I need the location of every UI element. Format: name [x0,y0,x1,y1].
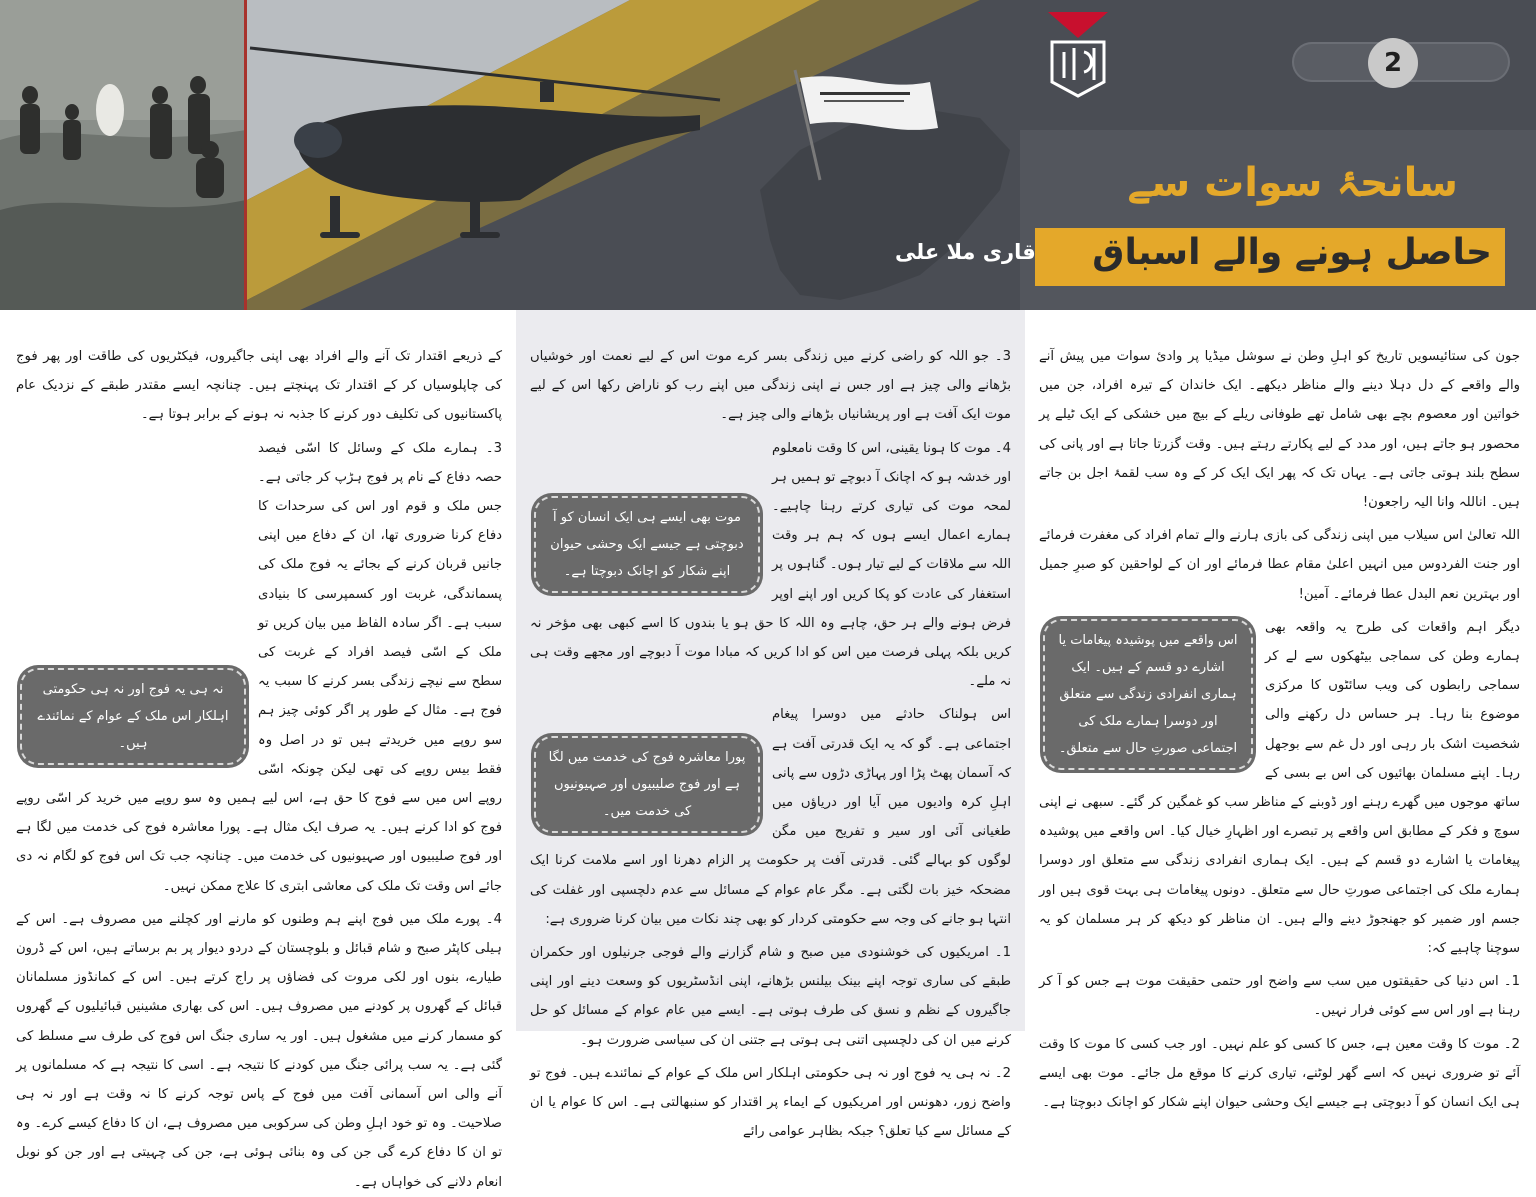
paragraph: 4۔ پورے ملک میں فوج اپنے ہم وطنوں کو مارنے اور کچلنے میں مصروف ہے۔ اس کے ہیلی کاپٹر صبح و شام قبائل و بلوچستان کے دردو دیوار پر بم برساتے ہیں، اس کے ڈرون طیارے، بنوں اور لکی مروت کی فضاؤں پر راج کرتے ہیں۔ اس کے کمانڈوز مسلمانان قبائل کے گھروں پر کودنے میں مصروف ہیں۔ اس کی بھاری مشینیں قبائیلیوں کے گھروں کو مسمار کرنے میں مشغول ہیں۔ اور یہ ساری جنگ اس فوج کی طرف سے مسلط کی گئی ہے۔ یہ سب پرائی جنگ میں کودنے کا نتیجہ ہے۔ اسی کا نتیجہ ہے کہ مسلمانوں پر آنے والی اس آسمانی آفت میں فوج کے پاس توجہ کرنے کا نہ وقت ہے اور نہ ہی صلاحیت۔ وہ تو خود اہلِ وطن کی سرکوبی میں مصروف ہے، ان کا دفاع کیسے کرے۔ وہ تو ان کا دفاع کرے گی جن کی وہ بنائی ہوئی ہے، جن کی چہیتی ہے اور جن کو نوبل انعام دلانے کی خواہاں ہے۔ [16,911,502,1190]
column-left [0,310,516,1190]
logo-icon [1040,8,1116,100]
page-number: 2 [1368,38,1418,88]
pull-quote: اس واقعے میں پوشیدہ پیغامات یا اشارے دو قسم کے ہیں۔ ایک ہماری انفرادی زندگی سے متعلق اور دوسرا ہمارے ملک کی اجتماعی صورتِ حال سے متعلق۔ [1043,619,1253,770]
pull-quote: نہ ہی یہ فوج اور نہ ہی حکومتی اہلکار اس ملک کے عوام کے نمائندے ہیں۔ [20,668,246,765]
pull-quote: پورا معاشرہ فوج کی خدمت میں لگا ہے اور فوج صلیبیوں اور صہیونیوں کی خدمت میں۔ [534,736,760,833]
paragraph: 1۔ اس دنیا کی حقیقتوں میں سب سے واضح اور حتمی حقیقت موت ہے جس کو آ کر رہنا ہے اور اس سے کوئی فرار نہیں۔ [1039,974,1520,1019]
column-middle [516,310,1025,1140]
magazine-logo [1040,8,1116,100]
paragraph: 3۔ ہمارے ملک کے وسائل کا اسّی فیصد حصہ دفاع کے نام پر فوج ہڑپ کر جاتی ہے۔ جس ملک و قوم اور اس کی سرحدات کا دفاع کرنا ضروری تھا، ان کے دفاع میں اپنی جانیں قربان کرنے کے بجائے یہ فوج ملک کی پسماندگی، غربت اور کسمپرسی کا بنیادی سبب ہے۔ اگر سادہ الفاظ میں بیان کریں تو ملک کے اسّی فیصد افراد کے غربت کی سطح سے نیچے زندگی بسر کرنے کا سبب یہ فوج ہے۔ مثال کے طور پر اگر کوئی چیز ہم سو روپے میں خریدتے ہیں تو در اصل وہ فقط بیس روپے کی تھی لیکن چونکہ اسّی روپے اس میں سے فوج کا حق ہے، اس لیے ہمیں وہ سو روپے میں خرید کر اسّی روپے فوج کو ادا کرنے ہیں۔ یہ صرف ایک مثال ہے۔ پورا معاشرہ فوج کی خدمت میں لگا ہے اور فوج صلیبیوں اور صہیونیوں کی خدمت میں۔ چنانچہ جب تک اس فوج کو لگام نہ دی جائے اس وقت تک ملک کی معاشی ابتری کا علاج ممکن نہیں۔ [16,440,502,894]
article-title-line1: سانحۂ سوات سے [1127,160,1458,206]
paragraph: اس ہولناک حادثے میں دوسرا پیغام اجتماعی ہے۔ گو کہ یہ ایک قدرتی آفت ہے کہ آسمان پھٹ پڑا اور پہاڑی دڑوں سے پانی اہلِ کرہ وادیوں میں آیا اور دریاؤں میں طغیانی آئی اور سیر و تفریح میں مگن لوگوں کو بہالے گئی۔ قدرتی آفت پر حکومت پر الزام دھرنا اور اسے ملامت کرنا ایک مضحکہ خیز بات لگتی ہے۔ مگر عام عوام کے مسائل سے عدم دلچسپی اور غفلت کی انتہا ہو جانے کی وجہ سے حکومتی کردار کو بھی چند نکات میں بیان کرنا ضروری ہے: [530,707,1011,927]
paragraph: 4۔ موت کا ہونا یقینی، اس کا وقت نامعلوم اور خدشہ ہو کہ اچانک آ دبوچے تو ہمیں ہر لمحہ موت کی تیاری کرتے رہنا چاہیے۔ ہمارے اعمال ایسے ہوں کہ ہم ہر وقت اللہ سے ملاقات کے لیے تیار ہوں۔ گناہوں پر استغفار کی عادت کو پکا کریں اور اپنے اوپر فرض ہونے والے ہر حق، چاہے وہ اللہ کا حق ہو یا بندوں کا اسے کبھی بھی مؤخر نہ کریں بلکہ پہلی فرصت میں اس کو ادا کریں کہ مبادا موت آ دبوچے اور مجھے وقت ہی نہ ملے۔ [530,440,1011,690]
paragraph: 1۔ امریکیوں کی خوشنودی میں صبح و شام گزارنے والے فوجی جرنیلوں اور حکمران طبقے کی ساری توجہ اپنے بینک بیلنس بڑھانے، اپنی انڈسٹریوں کو وسعت دینے اور اپنی جاگیروں کے نظم و نسق کی طرف ہوتی ہے۔ ایسے میں عام عوام کے مسائل کو حل کرنے میں ان کی دلچسپی اتنی ہی ہوتی ہے جتنی ان کی سیاسی ضرورت ہو۔ [530,945,1011,1048]
author-name: قاری ملا علی [895,240,1036,264]
column-right [1025,310,1536,1111]
article-title-line2: حاصل ہونے والے اسباق [1092,232,1492,273]
header-banner [0,0,1536,310]
paragraph: دیگر اہم واقعات کی طرح یہ واقعہ بھی ہمارے وطن کی سماجی بیٹھکوں سے لے کر سماجی رابطوں کی ویب سائٹوں کا مرکزی موضوع بنا رہا۔ ہر حساس دل رکھنے والی شخصیت اشک بار رہی اور دل غم سے بوجھل رہا۔ اپنے مسلمان بھائیوں کی اس بے بسی کے ساتھ موجوں میں گھرے رہنے اور ڈوبنے کے مناظر سب کو غمگین کر گئے۔ سبھی نے اپنی سوچ و فکر کے مطابق اس واقعے پر تبصرے اور اظہارِ خیال کیا۔ اس واقعے میں پوشیدہ پیغامات یا اشارے دو قسم کے ہیں۔ ایک ہماری انفرادی زندگی سے متعلق اور دوسرا ہمارے ملک کی اجتماعی صورتِ حال سے متعلق۔ دونوں پیغامات ہی بہت قوی ہیں اور جسم اور ضمیر کو جھنجوڑ دینے والے ہیں۔ ان مناظر کو دیکھ کر ہر مسلمان کو یہ سوچنا چاہیے کہ: [1039,619,1520,957]
pull-quote: موت بھی ایسے ہی ایک انسان کو آ دبوچتی ہے جیسے ایک وحشی حیوان اپنے شکار کو اچانک دبوچتا ہے۔ [534,496,760,593]
paragraph: 2۔ موت کا وقت معین ہے، جس کا کسی کو علم نہیں۔ اور جب کسی کا موت کا وقت آئے تو ضروری نہیں کہ اسے گھر لوٹنے، تیاری کرنے کا موقع مل جائے۔ موت بھی ایسے ہی ایک انسان کو آ دبوچتی ہے جیسے ایک وحشی حیوان اپنے شکار کو اچانک دبوچتا ہے۔ [1039,1036,1520,1111]
paragraph: اللہ تعالیٰ اس سیلاب میں اپنی زندگی کی بازی ہارنے والے تمام افراد کی مغفرت فرمائے اور جنت الفردوس میں انہیں اعلیٰ مقام عطا فرمائے اور ان کے لواحقین کو صبرِ جمیل اور بہترین نعم البدل عطا فرمائے۔ آمین! [1039,528,1520,602]
paragraph: 3۔ جو اللہ کو راضی کرنے میں زندگی بسر کرے موت اس کے لیے نعمت اور خوشیاں بڑھانے والی چیز ہے اور جس نے اپنی زندگی میں اپنے رب کو ناراض رکھا اس کے لیے موت ایک آفت ہے اور پریشانیاں بڑھانے والی چیز ہے۔ [530,349,1011,423]
paragraph: جون کی ستائیسویں تاریخ کو اہلِ وطن نے سوشل میڈیا پر وادیٔ سوات میں پیش آنے والے واقعے کے دل دہلا دینے والے مناظر دیکھے۔ ایک خاندان کے تیرہ افراد، جن میں خواتین اور معصوم بچے بھی شامل تھے طوفانی ریلے کے بیچ میں خشکی کے ایک ٹیلے پر محصور ہو جاتے ہیں، اور مدد کے لیے پکارتے رہتے ہیں۔ وقت گزرتا جاتا ہے اور پانی کی سطح بلند ہوتی جاتی ہے۔ یہاں تک کہ پھر ایک ایک کر کے وہ سب لقمۂ اجل بن جاتے ہیں۔ اناللہ وانا الیہ راجعون! [1039,349,1520,511]
paragraph: کے ذریعے اقتدار تک آنے والے افراد بھی اپنی جاگیروں، فیکٹریوں کی طاقت اور پھر فوج کی چاپلوسیاں کر کے اقتدار تک پہنچتے ہیں۔ چنانچہ ایسے مقتدر طبقے کے نزدیک عام پاکستانیوں کی تکلیف دور کرنے کا جذبہ نہ ہونے کے برابر ہوتا ہے۔ [16,349,502,423]
paragraph: 2۔ نہ ہی یہ فوج اور نہ ہی حکومتی اہلکار اس ملک کے عوام کے نمائندے ہیں۔ فوج تو واضح زور، دھونس اور امریکیوں کے ایماء پر اقتدار کو سنبھالتی ہے۔ اس کا عوام یا ان کے مسائل سے کیا تعلق؟ جبکہ بظاہر عوامی رائے [530,1065,1011,1140]
